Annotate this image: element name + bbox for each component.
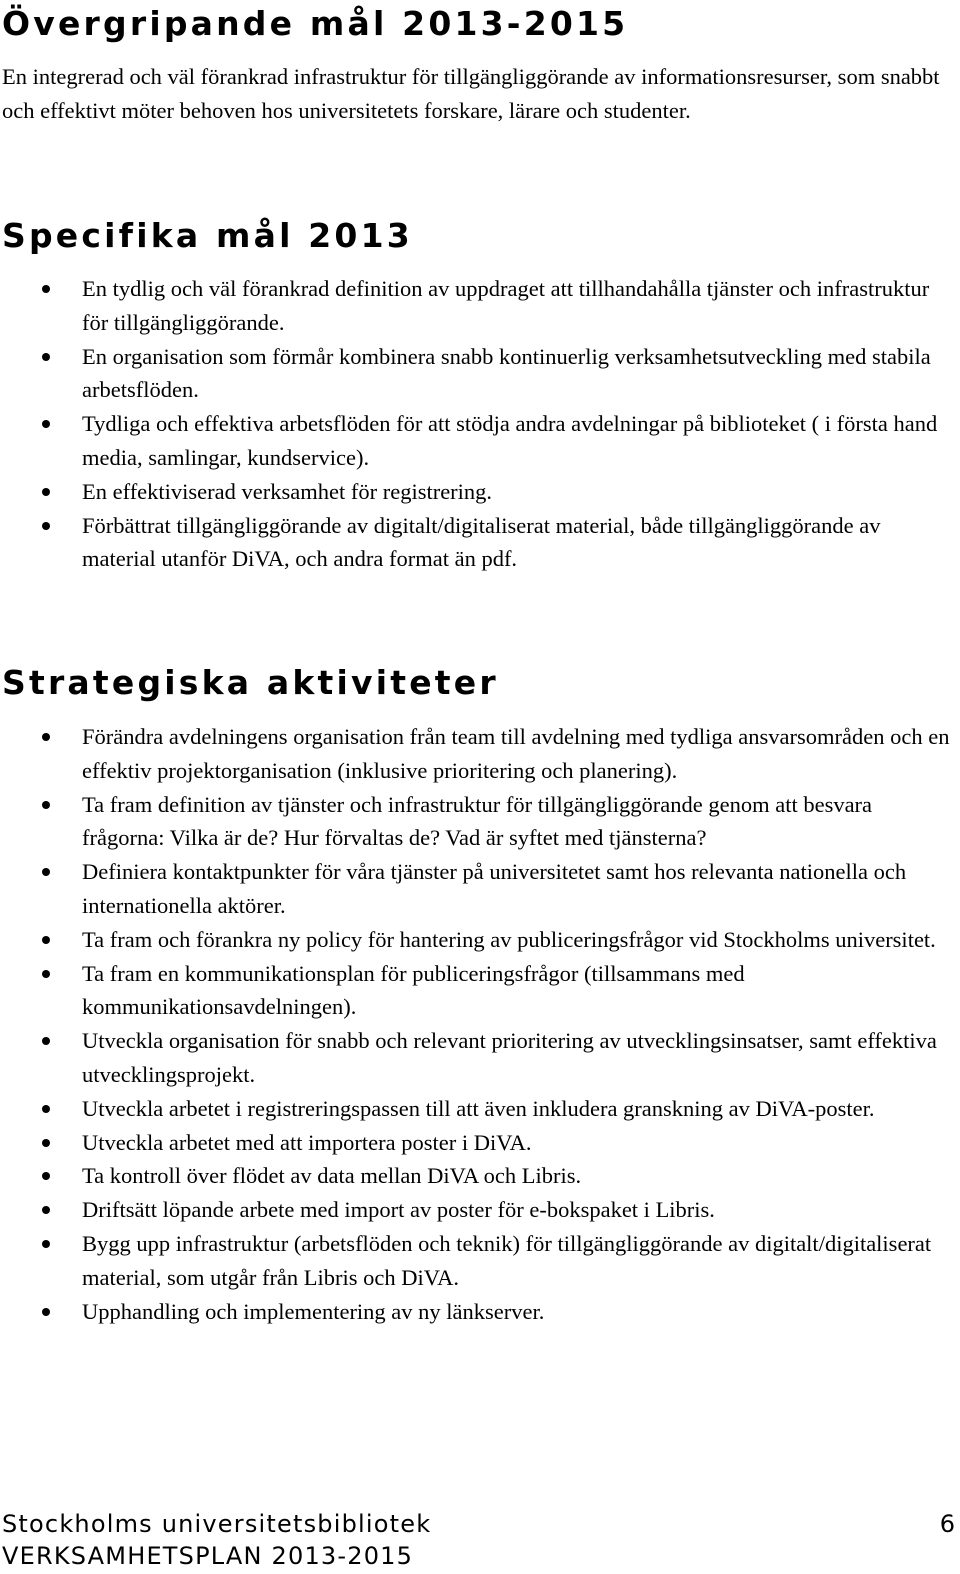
bullet-icon [42,1037,50,1045]
list-item [0,1227,955,1295]
heading-specifika-mal: Specifika mål 2013 [2,216,413,255]
bullet-icon [42,1206,50,1214]
bullet-icon [42,1105,50,1113]
list-item-text: Utveckla arbetet i registreringspassen till att även inkludera granskning av DiVA-poster. [82,1095,875,1121]
overgripande-mal-text: En integrerad och väl förankrad infrastruktur för tillgängliggörande av informationsresurser, som snabbt och effektivt möter behoven hos universitetets forskare, lärare och studenter. [2,64,940,123]
list-item-text: Förändra avdelningens organisation från team till avdelning med tydliga ansvarsområden och en effektiv projektorganisation (inklusive prioritering och planering). [82,724,950,783]
list-item-text: Tydliga och effektiva arbetsflöden för att stödja andra avdelningar på biblioteket ( i första hand media, samlingar, kundservice). [82,411,938,470]
bullet-icon [42,970,50,978]
list-item-text: Upphandling och implementering av ny länkserver. [82,1298,545,1324]
list-item [0,1159,955,1193]
list-item-text: Ta fram definition av tjänster och infrastruktur för tillgängliggörande genom att besvara frågorna: Vilka är de? Hur förvaltas de? Vad är syftet med tjänsterna? [82,791,873,851]
list-item [0,340,955,408]
footer-document-title: VERKSAMHETSPLAN 2013-2015 [2,1542,414,1570]
list-item-text: Definiera kontaktpunkter för våra tjänster på universitetet samt hos relevanta nationella och internationella aktörer. [82,859,907,918]
bullet-icon [42,1308,50,1316]
heading-overgripande-mal: Övergripande mål 2013-2015 [2,4,629,43]
list-item-text: En tydlig och väl förankrad definition av uppdraget att tillhandahålla tjänster och infrastruktur för tillgängliggörande. [82,276,930,335]
list-item [0,1024,955,1092]
list-item [0,272,955,340]
page-number: 6 [939,1510,955,1538]
list-item-text: En organisation som förmår kombinera snabb kontinuerlig verksamhetsutveckling med stabila arbetsflöden. [82,343,931,403]
bullet-icon [42,420,50,428]
bullet-icon [42,285,50,293]
footer-organization: Stockholms universitetsbibliotek [2,1510,432,1538]
list-item [0,855,955,923]
list-item-text: Ta fram och förankra ny policy för hantering av publiceringsfrågor vid Stockholms universitet. [82,926,936,952]
heading-strategiska-aktiviteter: Strategiska aktiviteter [2,663,499,702]
bullet-icon [42,1139,50,1147]
bullet-icon [42,353,50,361]
list-item-text: Utveckla organisation för snabb och relevant prioritering av utvecklingsinsatser, samt effektiva utvecklingsprojekt. [82,1028,937,1087]
bullet-icon [42,1172,50,1180]
bullet-icon [42,1240,50,1248]
list-item [0,1193,955,1227]
list-item [0,475,955,509]
list-item [0,957,955,1025]
bullet-icon [42,733,50,741]
bullet-icon [42,522,50,530]
bullet-icon [42,936,50,944]
list-item [0,1126,955,1160]
list-item [0,1295,955,1329]
list-item-text: Bygg upp infrastruktur (arbetsflöden och teknik) för tillgängliggörande av digitalt/digitaliserat material, som utgår från Libris och DiVA. [82,1230,932,1290]
list-item-text: Förbättrat tillgängliggörande av digitalt/digitaliserat material, både tillgängliggörande av material utanför DiVA, och andra format än pdf. [82,512,881,572]
list-item [0,407,955,475]
list-item [0,788,955,856]
list-item [0,509,955,577]
list-item-text: Ta kontroll över flödet av data mellan DiVA och Libris. [82,1163,582,1189]
list-item [0,1092,955,1126]
list-item [0,720,955,788]
list-item-text: Utveckla arbetet med att importera poster i DiVA. [82,1129,532,1155]
bullet-icon [42,868,50,876]
specifika-mal-list [0,272,955,576]
list-item-text: Driftsätt löpande arbete med import av poster för e-bokspaket i Libris. [82,1197,715,1223]
bullet-icon [42,801,50,809]
list-item-text: Ta fram en kommunikationsplan för publiceringsfrågor (tillsammans med kommunikationsavdelningen). [82,960,745,1020]
list-item-text: En effektiviserad verksamhet för registrering. [82,478,493,504]
list-item [0,923,955,957]
strategiska-aktiviteter-list [0,720,955,1328]
bullet-icon [42,488,50,496]
